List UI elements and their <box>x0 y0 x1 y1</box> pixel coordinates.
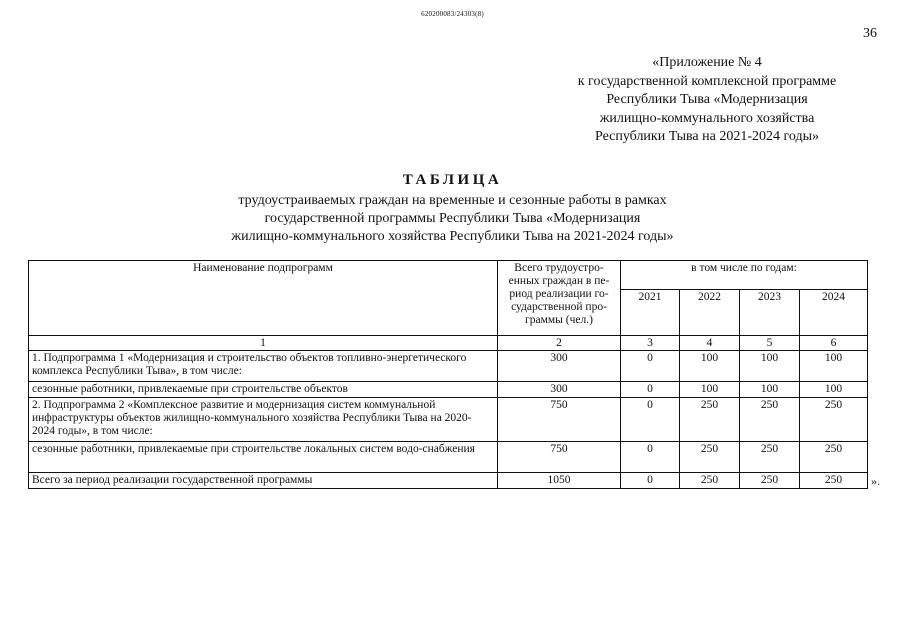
row-2021: 0 <box>621 351 680 382</box>
appendix-line: Республики Тыва на 2021-2024 годы» <box>594 129 820 144</box>
row-2022: 250 <box>680 398 740 442</box>
row-name: Всего за период реализации государственной программы <box>29 473 498 489</box>
employment-table <box>28 260 868 489</box>
table-row <box>29 398 868 442</box>
header-year: 2023 <box>740 290 800 336</box>
row-2022: 100 <box>680 351 740 382</box>
row-total: 300 <box>498 351 621 382</box>
row-total: 750 <box>498 442 621 473</box>
header-year: 2021 <box>621 290 680 336</box>
row-2022: 250 <box>680 442 740 473</box>
appendix-header <box>547 54 867 147</box>
table-row <box>29 351 868 382</box>
row-2023: 250 <box>740 442 800 473</box>
table-row-total <box>29 473 868 489</box>
appendix-line: к государственной комплексной программе <box>577 73 837 89</box>
appendix-line: «Приложение № 4 <box>652 55 762 70</box>
row-2022: 100 <box>680 382 740 398</box>
header-subprogram-name: Наименование подпрограмм <box>29 261 498 336</box>
row-2021: 0 <box>621 442 680 473</box>
appendix-line: Республики Тыва «Модернизация <box>606 92 808 107</box>
row-2023: 100 <box>740 382 800 398</box>
column-number: 5 <box>740 336 800 351</box>
row-2021: 0 <box>621 382 680 398</box>
header-year: 2022 <box>680 290 740 336</box>
row-2024: 100 <box>800 351 868 382</box>
header-year: 2024 <box>800 290 868 336</box>
row-2023: 250 <box>740 398 800 442</box>
row-2022: 250 <box>680 473 740 489</box>
row-2024: 250 <box>800 442 868 473</box>
column-number-row <box>29 336 868 351</box>
row-total: 1050 <box>498 473 621 489</box>
header-total: Всего трудоустро-енных граждан в пе-риод реализации го-сударственной про-граммы (чел.) <box>498 261 621 336</box>
row-total: 300 <box>498 382 621 398</box>
column-number: 6 <box>800 336 868 351</box>
subtitle-line: жилищно-коммунального хозяйства Республики Тыва на 2021-2024 годы» <box>231 229 674 244</box>
row-2024: 250 <box>800 473 868 489</box>
row-total: 750 <box>498 398 621 442</box>
column-number: 4 <box>680 336 740 351</box>
document-title: ТАБЛИЦА <box>402 172 503 188</box>
row-2024: 250 <box>800 398 868 442</box>
subtitle-line: трудоустраиваемых граждан на временные и сезонные работы в рамках <box>238 193 667 208</box>
subtitle-line: государственной программы Республики Тыва «Модернизация <box>264 211 641 226</box>
table-row <box>29 382 868 398</box>
document-id: 620200083/24303(8) <box>421 10 484 18</box>
appendix-line: жилищно-коммунального хозяйства <box>599 110 815 126</box>
row-name: 2. Подпрограмма 2 «Комплексное развитие и модернизация систем коммунальной инфраструктуры объектов жилищно-коммунального хозяйства Республики Тыва на 2020-2024 годы», в том числе: <box>29 398 498 442</box>
closing-quote-mark: ». <box>871 474 880 488</box>
document-subtitle <box>0 192 905 246</box>
header-by-years: в том числе по годам: <box>621 261 868 290</box>
row-2021: 0 <box>621 398 680 442</box>
row-name: 1. Подпрограмма 1 «Модернизация и строительство объектов топливно-энергетического комплекса Республики Тыва», в том числе: <box>29 351 498 382</box>
row-name: сезонные работники, привлекаемые при строительстве локальных систем водо-снабжения <box>29 442 498 473</box>
page-number: 36 <box>863 26 877 41</box>
table-row <box>29 442 868 473</box>
row-2021: 0 <box>621 473 680 489</box>
column-number: 1 <box>29 336 498 351</box>
row-2023: 250 <box>740 473 800 489</box>
row-name: сезонные работники, привлекаемые при строительстве объектов <box>29 382 498 398</box>
row-2023: 100 <box>740 351 800 382</box>
column-number: 2 <box>498 336 621 351</box>
column-number: 3 <box>621 336 680 351</box>
row-2024: 100 <box>800 382 868 398</box>
